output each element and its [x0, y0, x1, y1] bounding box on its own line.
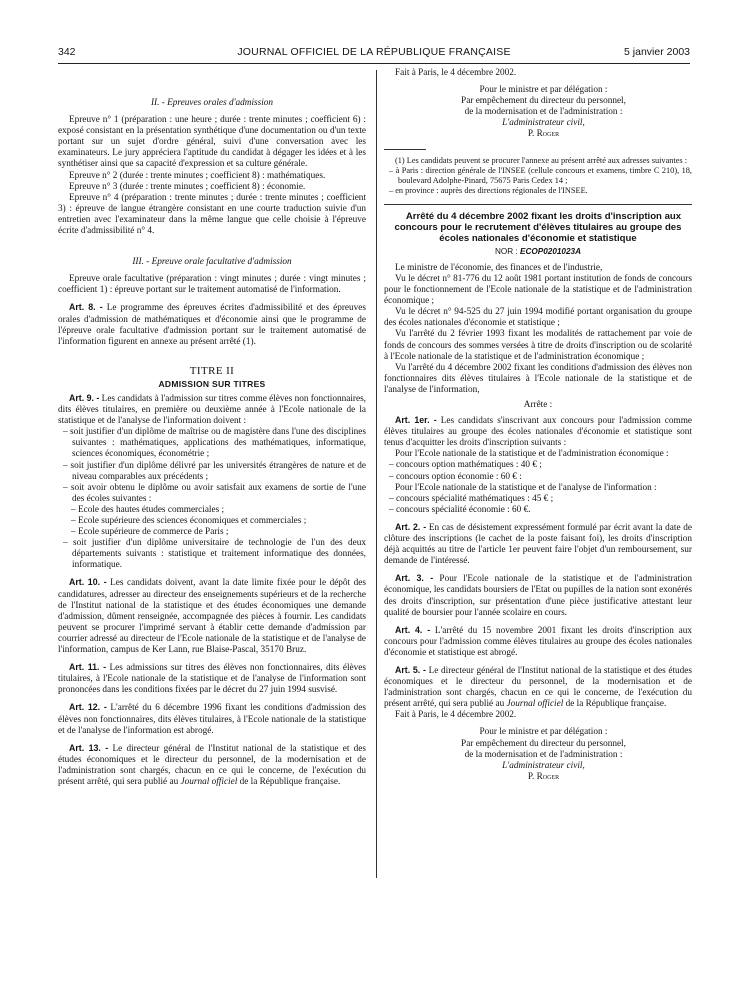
fait-a-paris-2: Fait à Paris, le 4 décembre 2002.: [395, 710, 517, 721]
epreuve-3: Epreuve n° 3 (durée : trente minutes ; coefficient 8) : économie.: [69, 181, 306, 192]
list-item: – soit avoir obtenu le diplôme ou avoir satisfait aux examens de sortie de l'une des écoles suivantes :: [63, 482, 366, 504]
footnote-rule: [384, 149, 426, 150]
article-2-label: Art. 2. -: [395, 521, 427, 532]
signature-block-2: Pour le ministre et par délégation : Par empêchement du directeur du personnel, de la modernisation et de l'administration : L'administrateur civil, P. Roger: [461, 727, 626, 782]
article-1-label: Art. 1er. -: [395, 415, 437, 426]
ensai-heading: Pour l'Ecole nationale de la statistique et de l'analyse de l'information :: [395, 482, 657, 493]
epreuve-1: Epreuve n° 1 (préparation : une heure ; durée : trente minutes ; coefficient 6) : exposé consistant en la présentation synthétique d'une documentation ou d'un texte portant sur un sujet d'ordre général, suivi d'une conversation avec les examinateurs. Le jury appréciera l'aptitude du candidat à dégager les idées et à les synthétiser ainsi que sa capacité d'expression et sa culture générale.: [58, 115, 366, 170]
article-4-label: Art. 4. -: [395, 624, 431, 635]
article-3: Art. 3. - Pour l'Ecole nationale de la statistique et de l'administration économique, les candidats boursiers de l'Etat ou pupilles de la nation sont exonérés des droits d'inscription, sur présentation d'une pièce justificative attestant leur qualité de boursier pour l'année scolaire en cours.: [384, 573, 693, 618]
section-rule: [384, 204, 692, 205]
article-5: Art. 5. - Le directeur général de l'Institut national de la statistique et des études économiques et le directeur du personnel, de la modernisation et de l'administration sont chargés, chacun en ce qui le concerne, de l'exécution du présent arrêté, qui sera publié au Journal officiel de la République française.: [384, 664, 692, 710]
page-header: [58, 46, 690, 60]
article-13-label: Art. 13. -: [69, 742, 109, 753]
article-2: Art. 2. - En cas de désistement expressément formulé par écrit avant la date de clôture des inscriptions (le cachet de la poste faisant foi), les droits d'inscription déjà acquittés au titre de l'article 1er peuvent faire l'objet d'un remboursement, sur demande de l'intéressé.: [384, 521, 692, 567]
article-11-label: Art. 11. -: [69, 662, 107, 673]
list-item: – soit justifier d'un diplôme universitaire de technologie de l'un des deux départements suivants : statistique et traitement informatique des données, informatique.: [63, 538, 366, 571]
list-item: – Ecole des hautes études commerciales ;: [71, 504, 225, 515]
visa: Vu l'arrêté du 4 décembre 2002 fixant les conditions d'admission des élèves non fonctionnaires dits élèves titulaires à l'Ecole nationale de la statistique et de l'analyse de l'information,: [384, 362, 692, 395]
signatory-name: P. Roger: [527, 129, 560, 140]
signatory-name: P. Roger: [527, 771, 560, 782]
list-item: – concours spécialité mathématiques : 45 € ;: [389, 493, 554, 504]
decree-intro: Le ministre de l'économie, des finances et de l'industrie,: [395, 262, 603, 273]
visa: Vu le décret n° 81-776 du 12 août 1981 portant institution de fonds de concours pour le fonctionnement de l'Ecole nationale de la statistique et de l'administration économique ;: [384, 273, 692, 307]
article-1: Art. 1er. - Les candidats s'inscrivant aux concours pour l'admission comme élèves titulaires au groupe des écoles nationales d'économie et statistique sont tenus d'acquitter les droits d'inscription suivants :: [384, 415, 692, 449]
epreuve-facultative: Epreuve orale facultative (préparation : vingt minutes ; durée : vingt minutes ; coefficient 1) : épreuve portant sur le traitement automatisé de l'information.: [58, 274, 366, 296]
article-9-label: Art. 9. -: [69, 392, 100, 403]
signature-block-1: Pour le ministre et par délégation : Par empêchement du directeur du personnel, de la modernisation et de l'administration : L'administrateur civil, P. Roger: [461, 85, 626, 140]
left-column: [58, 68, 366, 788]
article-4: Art. 4. - L'arrêté du 15 novembre 2001 fixant les droits d'inscription aux concours pour l'admission comme élèves titulaires au groupe des écoles nationales d'économie et statistique est abrogé.: [384, 624, 693, 658]
list-item: – Ecole supérieure des sciences économiques et commerciales ;: [71, 516, 307, 526]
titre-heading: TITRE II: [189, 364, 235, 377]
section-ii-title: II. - Epreuves orales d'admission: [150, 98, 274, 108]
header-rule: [58, 63, 690, 64]
list-item: – concours option mathématiques : 40 € ;: [389, 460, 542, 471]
article-8-label: Art. 8. -: [69, 302, 103, 313]
nor-reference: NOR : ECOP0201023A: [494, 246, 582, 256]
article-10-label: Art. 10. -: [69, 577, 107, 588]
decree-title: Arrêté du 4 décembre 2002 fixant les droits d'inscription aux concours pour le recrutement d'élèves titulaires au groupe des écoles nationales d'économie et statistique: [394, 210, 682, 245]
footnote: (1) Les candidats peuvent se procurer l'annexe au présent arrêté aux adresses suivantes : – à Paris : direction générale de l'INSEE (cellule concours et examens, timbre C 210), 18, boulevard Adolphe-Pinard, 75675 Paris Cedex 14 ; – en province : auprès des directions régionales de l'INSEE.: [384, 156, 692, 196]
column-divider: [376, 70, 377, 878]
article-5-label: Art. 5. -: [395, 664, 426, 675]
titre-subheading: ADMISSION SUR TITRES: [158, 378, 266, 389]
article-9: Art. 9. - Les candidats à l'admission sur titres comme élèves non fonctionnaires, dits élèves titulaires, en première ou deuxième année à l'Ecole nationale de la statistique et de l'analyse de l'information doivent :: [58, 392, 366, 427]
right-column: [384, 68, 692, 783]
journal-title: JOURNAL OFFICIEL DE LA RÉPUBLIQUE FRANÇAISE: [237, 46, 511, 58]
issue-date: 5 janvier 2003: [624, 46, 690, 58]
article-11: Art. 11. - Les admissions sur titres des élèves non fonctionnaires, dits élèves titulaires, à l'Ecole nationale de la statistique et de l'analyse de l'information sont prononcées dans les conditions fixées par le décret du 27 juin 1994 susvisé.: [58, 662, 366, 696]
list-item: – soit justifier d'un diplôme délivré par les universités étrangères de nature et de niveau comparables aux précédents ;: [63, 460, 366, 482]
article-12-label: Art. 12. -: [69, 702, 107, 713]
ensae-heading: Pour l'Ecole nationale de la statistique et de l'administration économique :: [395, 449, 669, 460]
list-item: – concours option économie : 60 € :: [389, 471, 522, 482]
fait-a-paris-1: Fait à Paris, le 4 décembre 2002.: [395, 68, 517, 78]
epreuve-4: Epreuve n° 4 (préparation : trente minutes ; durée : trente minutes ; coefficient 3) : épreuve de langue étrangère consistant en une courte traduction suivie d'un entretien avec l'examinateur dans la même langue que celle choisie à l'épreuve écrite d'admissibilité n° 4.: [58, 192, 366, 237]
list-item: – Ecole supérieure de commerce de Paris ;: [71, 527, 229, 538]
article-10: Art. 10. - Les candidats doivent, avant la date limite fixée pour le dépôt des candidatures, adresser au directeur des enseignements supérieurs et de la recherche de l'Institut national de la statistique et des études économiques une demande d'admission, dûment renseignée, accompagnée des pièces à fournir. Les candidats peuvent se procurer l'imprimé servant à établir cette demande d'admission par courrier adressé au directeur de l'Ecole nationale de la statistique et de l'analyse de l'information, campus de Ker Lann, rue Blaise-Pascal, 35170 Bruz.: [58, 577, 366, 656]
list-item: – soit justifier d'un diplôme de maîtrise ou de magistère dans l'une des disciplines suivantes : mathématiques, applications des mathématiques, informatique, sciences économiques, économétrie ;: [63, 427, 366, 460]
article-3-label: Art. 3. -: [395, 573, 434, 584]
list-item: – à Paris : direction générale de l'INSEE (cellule concours et examens, timbre C 210), 18, boulevard Adolphe-Pinard, 75675 Paris Cedex 14 ;: [389, 165, 692, 185]
visa: Vu l'arrêté du 2 février 1993 fixant les modalités de rattachement par voie de fonds de concours des sommes versées à titre de droits d'inscription ou de scolarité à l'Ecole nationale de la statistique et de l'administration économique ;: [384, 329, 692, 362]
arrete-heading: Arrête :: [523, 400, 553, 410]
visa: Vu le décret n° 94-525 du 27 juin 1994 modifié portant organisation du groupe des écoles nationales d'économie et statistique ;: [384, 307, 692, 329]
section-iii-title: III. - Epreuve orale facultative d'admission: [132, 257, 292, 268]
article-8: Art. 8. - Le programme des épreuves écrites d'admissibilité et des épreuves orales d'admission de mathématiques et d'économie ainsi que le programme de l'épreuve orale facultative d'admission portant sur le traitement automatisé de l'information figurent en annexe au présent arrêté (1).: [58, 302, 366, 347]
epreuve-2: Epreuve n° 2 (durée : trente minutes ; coefficient 8) : mathématiques.: [69, 170, 326, 181]
list-item: – concours spécialité économie : 60 €.: [389, 504, 531, 515]
page-number: 342: [58, 46, 76, 58]
article-13: Art. 13. - Le directeur général de l'Institut national de la statistique et des études économiques et le directeur du personnel, de la modernisation et de l'administration sont chargés, chacun en ce qui le concerne, de l'exécution du présent arrêté, qui sera publié au Journal officiel de la République française.: [58, 742, 366, 787]
article-12: Art. 12. - L'arrêté du 6 décembre 1996 fixant les conditions d'admission des élèves non fonctionnaires, dits élèves titulaires, à l'Ecole nationale de la statistique et de l'analyse de l'information est abrogé.: [58, 702, 367, 736]
list-item: – en province : auprès des directions régionales de l'INSEE.: [389, 185, 588, 195]
